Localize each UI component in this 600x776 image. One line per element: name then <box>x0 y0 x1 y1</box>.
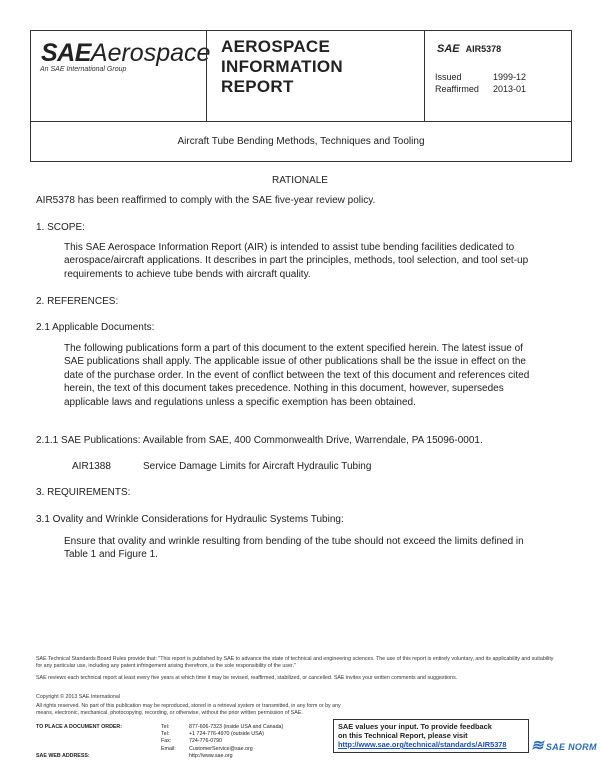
watermark-text: SAE NORM <box>545 742 597 752</box>
sae-publications-heading: 2.1.1 SAE Publications: Available from SAE, 400 Commonwealth Drive, Warrendale, PA 15096-0001. <box>36 435 483 446</box>
scope-text: This SAE Aerospace Information Report (AIR) is intended to assist tube bending facilities dedicated to aerospace/aircraft applications. It describes in part the principles, methods, tool selection, and tool set-up requirements to achieve tube bends with aircraft quality. <box>64 242 529 280</box>
scope-heading: 1. SCOPE: <box>36 222 85 233</box>
copyright-line: Copyright © 2013 SAE International <box>36 694 120 700</box>
doc-number-text: AIR5378 <box>465 44 502 54</box>
feedback-url-link[interactable]: http://www.sae.org/technical/standards/AIR5378 <box>338 740 507 749</box>
reaffirmed-label: Reaffirmed <box>435 84 479 94</box>
rationale-text: AIR5378 has been reaffirmed to comply with the SAE five-year review policy. <box>36 195 376 206</box>
tel2-label: Tel: <box>161 731 170 738</box>
document-number <box>437 43 501 55</box>
applicable-documents-text: The following publications form a part of this document to the extent specified herein. The latest issue of SAE publications shall apply. The applicable issue of other publications shall be the issue in effect on the date of the purchase order. In the event of conflict between the text of this document and references cited herein, the text of this document takes precedence. Nothing in this document, however, supersedes applicable laws and regulations unless a specific exemption has been obtained. <box>64 343 530 408</box>
report-type-line: INFORMATION <box>221 57 343 76</box>
report-type-title <box>221 37 343 97</box>
issued-label: Issued <box>435 72 462 82</box>
document-dates <box>435 71 526 95</box>
report-type-line: REPORT <box>221 77 294 96</box>
requirements-heading: 3. REQUIREMENTS: <box>36 487 131 498</box>
document-id-cell <box>424 31 573 121</box>
contact-row <box>36 738 283 745</box>
contact-row <box>36 746 283 753</box>
feedback-line: SAE values your input. To provide feedback <box>338 722 492 731</box>
reaffirmed-row <box>435 83 526 95</box>
tel-label: Tel: <box>161 724 170 730</box>
reference-id: AIR1388 <box>72 461 111 472</box>
email-value[interactable]: CustomerService@sae.org <box>189 745 253 752</box>
ovality-text: Ensure that ovality and wrinkle resulting from bending of the tube should not exceed the limits defined in Table 1 and Figure 1. <box>64 536 524 561</box>
order-contact-block <box>36 724 283 760</box>
reaffirmed-value: 2013-01 <box>493 84 527 94</box>
review-notice: SAE reviews each technical report at least every five years at which time it may be revised, reaffirmed, stabilized, or cancelled. SAE invites your written comments and suggestions. <box>36 675 458 681</box>
tel-value: 877-606-7323 (inside USA and Canada) <box>189 724 284 730</box>
sae-norm-watermark <box>531 736 597 754</box>
ovality-heading: 3.1 Ovality and Wrinkle Considerations for Hydraulic Systems Tubing: <box>36 514 344 525</box>
document-title: Aircraft Tube Bending Methods, Techniques and Tooling <box>30 122 572 162</box>
sae-norm-mark-icon: ≋ <box>531 737 544 754</box>
logo-aerospace-text: Aerospace <box>90 39 211 67</box>
report-type-line: AEROSPACE <box>221 37 331 56</box>
doc-sae-mark: SAE <box>437 43 460 55</box>
order-label: TO PLACE A DOCUMENT ORDER: <box>36 724 123 730</box>
feedback-line: on this Technical Report, please visit <box>338 731 468 740</box>
references-heading: 2. REFERENCES: <box>36 296 119 307</box>
tsb-rules-notice: SAE Technical Standards Board Rules provide that: "This report is published by SAE to advance the state of technical and engineering sciences. The use of this report is entirely voluntary, and its applicability and suitability for any particular use, including any patent infringement arising therefrom, is the sole responsibility of the user." <box>36 656 554 669</box>
web-label: SAE WEB ADDRESS: <box>36 752 90 759</box>
contact-row <box>36 753 283 760</box>
reference-title: Service Damage Limits for Aircraft Hydraulic Tubing <box>143 461 372 472</box>
sae-aerospace-logo <box>41 40 210 66</box>
issued-value: 1999-12 <box>493 72 527 82</box>
web-address-link[interactable]: http://www.sae.org <box>189 752 233 759</box>
report-type-cell <box>206 31 424 121</box>
fax-value: 724-776-0790 <box>189 738 222 745</box>
logo-sae-text: SAE <box>41 39 91 67</box>
feedback-box <box>333 719 529 753</box>
document-header <box>30 30 572 122</box>
email-label: Email: <box>161 745 176 752</box>
rights-notice: All rights reserved. No part of this publication may be reproduced, stored in a retrieval system or transmitted, in any form or by any means, electronic, mechanical, photocopying, recording, or otherwise, without the prior written permission of SAE. <box>36 703 341 716</box>
applicable-documents-heading: 2.1 Applicable Documents: <box>36 322 155 333</box>
tel2-value: +1 724-776-4970 (outside USA) <box>189 731 264 738</box>
logo-tagline: An SAE International Group <box>40 66 127 73</box>
issued-row <box>435 71 526 83</box>
rationale-heading: RATIONALE <box>272 175 328 186</box>
contact-row <box>36 731 283 738</box>
logo-cell <box>31 31 211 121</box>
contact-row <box>36 724 283 731</box>
fax-label: Fax: <box>161 738 172 745</box>
